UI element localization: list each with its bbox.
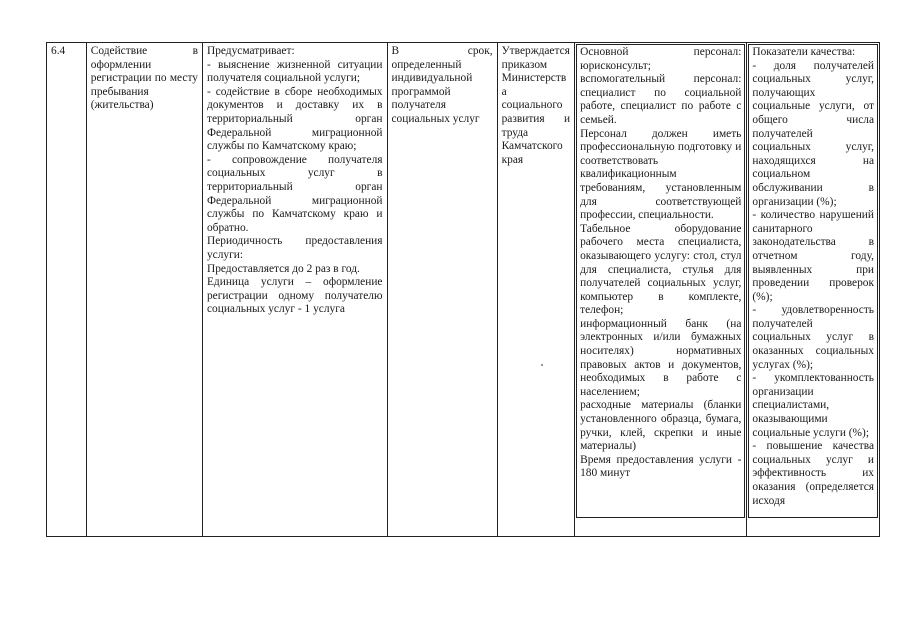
cell-service-name	[86, 43, 202, 537]
description-line: Предусматривает:	[206, 45, 295, 57]
personnel-line: информационный банк (на электронных и/или бумажных носителях) нормативных правовых актов и документов, необходимых в работе с населением;	[580, 317, 742, 398]
quality-box	[748, 44, 878, 518]
description-line: Периодичность предоставления услуги:	[206, 235, 383, 261]
quality-line: - удовлетворенность получателей социальных услуг в оказанных социальных услугах (%);	[752, 304, 874, 371]
cell-approval	[497, 43, 574, 537]
description-line: Предоставляется до 2 раз в год.	[206, 262, 360, 275]
cell-service-description	[202, 43, 387, 537]
service-term: В срок, определенный индивидуальной программой получателя социальных услуг	[391, 45, 493, 125]
service-name: Содействие в оформлении регистрации по месту пребывания (жительства)	[90, 45, 198, 112]
table-row	[47, 43, 880, 537]
quality-line: Показатели качества:	[752, 46, 856, 58]
scan-speck	[541, 364, 543, 366]
cell-service-term	[387, 43, 497, 537]
description-line: - сопровождение получателя социальных услуг в территориальный орган Федеральной миграционной службы по Камчатскому краю и обратно.	[206, 153, 383, 234]
personnel-line: Основной персонал: юрисконсульт;	[580, 46, 742, 72]
personnel-line: Персонал должен иметь профессиональную подготовку и соответствовать квалификационным требованиям, установленным для соответствующей профессии, специальности.	[580, 127, 742, 222]
personnel-line: вспомогательный персонал: специалист по социальной работе, специалист по работе с семьей.	[580, 73, 742, 126]
services-table	[46, 42, 880, 537]
cell-personnel	[575, 43, 747, 537]
cell-quality-indicators	[747, 43, 880, 537]
cell-row-number	[47, 43, 87, 537]
personnel-line: Время предоставления услуги - 180 минут	[580, 453, 742, 480]
personnel-box	[576, 44, 745, 518]
quality-line: - повышение качества социальных услуг и эффективность их оказания (определяется исходя	[752, 440, 874, 507]
quality-line: - укомплектованность организации специалистами, оказывающими социальные услуги (%);	[752, 372, 874, 439]
personnel-line: Табельное оборудование рабочего места специалиста, оказывающего услугу: стол, стул для специалиста, стулья для получателей социальных услуг, компьютер в комплекте, телефон;	[580, 222, 742, 317]
description-line: - выяснение жизненной ситуации получателя социальной услуги;	[206, 58, 383, 85]
personnel-line: расходные материалы (бланки установленного образца, бумага, ручки, клей, скрепки и иные материалы)	[580, 399, 742, 453]
description-line: - содействие в сборе необходимых документов и доставку их в территориальный орган Федеральной миграционной службы по Камчатскому краю;	[206, 85, 383, 153]
row-number: 6.4	[51, 45, 66, 57]
approval-text: Утверждается приказом Министерства социального развития и труда Камчатского края	[501, 45, 571, 166]
description-line: Единица услуги – оформление регистрации одному получателю социальных услуг - 1 услуга	[206, 276, 383, 316]
quality-line: - количество нарушений санитарного законодательства в отчетном году, выявленных при проведении проверок (%);	[752, 209, 874, 303]
quality-line: - доля получателей социальных услуг, получающих социальные услуги, от общего числа получателей социальных услуг, находящихся на социальном обслуживании в организации (%);	[752, 59, 874, 208]
